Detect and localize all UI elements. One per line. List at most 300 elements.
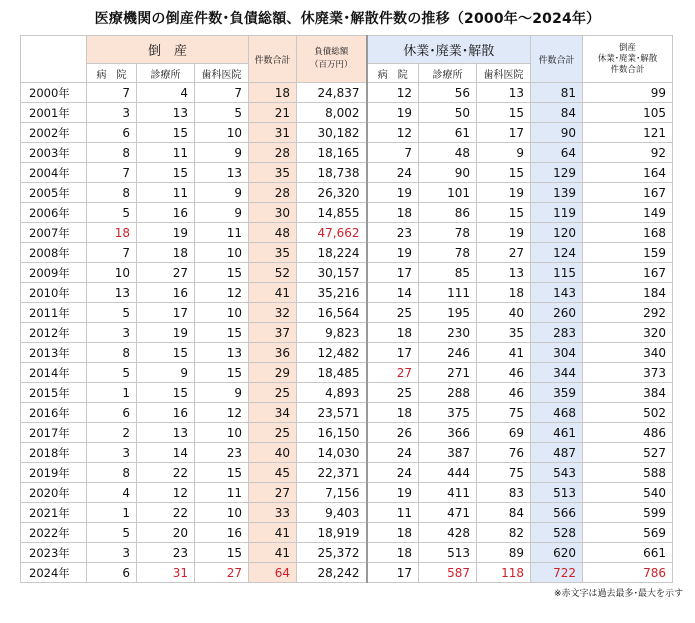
- bk-dental-cell: 15: [195, 263, 249, 283]
- cl-hospital-cell: 23: [367, 223, 419, 243]
- cl-hospital-cell: 17: [367, 563, 419, 583]
- bk-clinic-cell: 15: [137, 123, 195, 143]
- table-row: [21, 383, 673, 403]
- bk-dental-cell: 10: [195, 423, 249, 443]
- bk-hospital-cell: 5: [87, 303, 137, 323]
- cl-hospital-cell: 18: [367, 403, 419, 423]
- cl-clinic-cell: 78: [419, 243, 477, 263]
- bk-debt-cell: 22,371: [297, 463, 367, 483]
- bk-clinic-cell: 11: [137, 183, 195, 203]
- bk-hospital-cell: 7: [87, 243, 137, 263]
- cl-total-cell: 344: [531, 363, 583, 383]
- bk-hospital-cell: 13: [87, 283, 137, 303]
- bk-clinic-cell: 16: [137, 283, 195, 303]
- page-title: 医療機関の倒産件数･負債総額、休廃業･解散件数の推移（2000年～2024年）: [94, 11, 601, 27]
- cl-dental-cell: 46: [477, 363, 531, 383]
- cl-clinic-cell: 271: [419, 363, 477, 383]
- cl-clinic-cell: 375: [419, 403, 477, 423]
- bk-total-cell: 34: [249, 403, 297, 423]
- bk-clinic-cell: 23: [137, 543, 195, 563]
- cl-dental-cell: 40: [477, 303, 531, 323]
- bk-debt-cell: 18,165: [297, 143, 367, 163]
- year-cell: 2007年: [21, 223, 87, 243]
- year-cell: 2022年: [21, 523, 87, 543]
- combined-cell: 292: [583, 303, 673, 323]
- cl-clinic-cell: 101: [419, 183, 477, 203]
- debt-header-line2: （百万円）: [309, 60, 353, 70]
- bk-debt-cell: 16,150: [297, 423, 367, 443]
- bk-total-cell: 48: [249, 223, 297, 243]
- bk-dental-cell: 15: [195, 543, 249, 563]
- combined-cell: 540: [583, 483, 673, 503]
- bk-dental-cell: 5: [195, 103, 249, 123]
- combined-cell: 340: [583, 343, 673, 363]
- cl-clinic-cell: 387: [419, 443, 477, 463]
- bk-hospital-cell: 8: [87, 183, 137, 203]
- cl-hospital-cell: 18: [367, 523, 419, 543]
- cl-clinic-cell: 513: [419, 543, 477, 563]
- bk-clinic-cell: 13: [137, 423, 195, 443]
- combined-cell: 121: [583, 123, 673, 143]
- bk-debt-cell: 4,893: [297, 383, 367, 403]
- cl-hospital-cell: 19: [367, 483, 419, 503]
- closure-clinic-header: 診療所: [419, 64, 477, 83]
- table-row: [21, 83, 673, 103]
- bk-hospital-cell: 3: [87, 323, 137, 343]
- bk-clinic-cell: 12: [137, 483, 195, 503]
- bk-clinic-cell: 4: [137, 83, 195, 103]
- bankruptcy-hospital-header: 病 院: [87, 64, 137, 83]
- bk-clinic-cell: 9: [137, 363, 195, 383]
- cl-total-cell: 120: [531, 223, 583, 243]
- year-cell: 2005年: [21, 183, 87, 203]
- cl-dental-cell: 19: [477, 183, 531, 203]
- bk-debt-cell: 18,485: [297, 363, 367, 383]
- bk-hospital-cell: 3: [87, 443, 137, 463]
- bk-total-cell: 41: [249, 543, 297, 563]
- bk-clinic-cell: 22: [137, 463, 195, 483]
- bankruptcy-clinic-header: 診療所: [137, 64, 195, 83]
- year-header: [21, 36, 87, 83]
- cl-hospital-cell: 26: [367, 423, 419, 443]
- year-cell: 2015年: [21, 383, 87, 403]
- table-row: [21, 463, 673, 483]
- year-cell: 2013年: [21, 343, 87, 363]
- bk-hospital-cell: 4: [87, 483, 137, 503]
- cl-dental-cell: 118: [477, 563, 531, 583]
- cl-total-cell: 566: [531, 503, 583, 523]
- bk-total-cell: 41: [249, 523, 297, 543]
- cl-total-cell: 143: [531, 283, 583, 303]
- cl-hospital-cell: 25: [367, 303, 419, 323]
- cl-hospital-cell: 17: [367, 343, 419, 363]
- bk-dental-cell: 27: [195, 563, 249, 583]
- bk-debt-cell: 14,855: [297, 203, 367, 223]
- cl-total-cell: 283: [531, 323, 583, 343]
- cl-total-cell: 139: [531, 183, 583, 203]
- bk-dental-cell: 10: [195, 123, 249, 143]
- bankruptcy-total-header: 件数合計: [249, 36, 297, 83]
- closure-group-header: 休業･廃業･解散: [367, 36, 531, 64]
- cl-total-cell: 84: [531, 103, 583, 123]
- year-cell: 2001年: [21, 103, 87, 123]
- table-row: [21, 303, 673, 323]
- cl-hospital-cell: 19: [367, 183, 419, 203]
- bk-total-cell: 32: [249, 303, 297, 323]
- bk-dental-cell: 11: [195, 483, 249, 503]
- combined-cell: 502: [583, 403, 673, 423]
- bk-total-cell: 28: [249, 143, 297, 163]
- bk-hospital-cell: 6: [87, 403, 137, 423]
- combined-total-header: [583, 36, 673, 83]
- combined-cell: 569: [583, 523, 673, 543]
- bk-clinic-cell: 20: [137, 523, 195, 543]
- cl-dental-cell: 13: [477, 263, 531, 283]
- table-row: [21, 163, 673, 183]
- bk-clinic-cell: 14: [137, 443, 195, 463]
- cl-clinic-cell: 195: [419, 303, 477, 323]
- year-cell: 2000年: [21, 83, 87, 103]
- cl-total-cell: 90: [531, 123, 583, 143]
- bk-hospital-cell: 6: [87, 563, 137, 583]
- bk-hospital-cell: 1: [87, 383, 137, 403]
- cl-dental-cell: 19: [477, 223, 531, 243]
- cl-total-cell: 620: [531, 543, 583, 563]
- combined-cell: 373: [583, 363, 673, 383]
- bk-hospital-cell: 5: [87, 523, 137, 543]
- bk-debt-cell: 28,242: [297, 563, 367, 583]
- cl-total-cell: 543: [531, 463, 583, 483]
- bk-hospital-cell: 8: [87, 463, 137, 483]
- bk-dental-cell: 23: [195, 443, 249, 463]
- bk-dental-cell: 9: [195, 383, 249, 403]
- year-cell: 2006年: [21, 203, 87, 223]
- bk-clinic-cell: 19: [137, 223, 195, 243]
- combined-cell: 164: [583, 163, 673, 183]
- cl-hospital-cell: 14: [367, 283, 419, 303]
- table-row: [21, 423, 673, 443]
- footnote: ※赤文字は過去最多･最大を示す: [553, 589, 683, 599]
- cl-hospital-cell: 11: [367, 503, 419, 523]
- combined-cell: 486: [583, 423, 673, 443]
- bk-dental-cell: 9: [195, 143, 249, 163]
- bk-dental-cell: 16: [195, 523, 249, 543]
- closure-dental-header: 歯科医院: [477, 64, 531, 83]
- bk-clinic-cell: 18: [137, 243, 195, 263]
- bk-total-cell: 35: [249, 243, 297, 263]
- cl-total-cell: 513: [531, 483, 583, 503]
- cl-clinic-cell: 86: [419, 203, 477, 223]
- cl-hospital-cell: 12: [367, 123, 419, 143]
- year-cell: 2023年: [21, 543, 87, 563]
- bankruptcy-group-header: 倒 産: [87, 36, 249, 64]
- cl-clinic-cell: 56: [419, 83, 477, 103]
- bk-debt-cell: 35,216: [297, 283, 367, 303]
- combined-cell: 599: [583, 503, 673, 523]
- cl-total-cell: 487: [531, 443, 583, 463]
- bk-dental-cell: 7: [195, 83, 249, 103]
- bk-hospital-cell: 3: [87, 103, 137, 123]
- bk-debt-cell: 18,919: [297, 523, 367, 543]
- year-cell: 2009年: [21, 263, 87, 283]
- bk-clinic-cell: 16: [137, 203, 195, 223]
- combined-header-line2: 休業･廃業･解散: [597, 53, 658, 64]
- cl-dental-cell: 15: [477, 203, 531, 223]
- table-row: [21, 223, 673, 243]
- combined-cell: 92: [583, 143, 673, 163]
- cl-total-cell: 461: [531, 423, 583, 443]
- bk-debt-cell: 23,571: [297, 403, 367, 423]
- bk-clinic-cell: 17: [137, 303, 195, 323]
- cl-clinic-cell: 78: [419, 223, 477, 243]
- bk-debt-cell: 26,320: [297, 183, 367, 203]
- bk-dental-cell: 9: [195, 203, 249, 223]
- bk-debt-cell: 18,224: [297, 243, 367, 263]
- bk-total-cell: 27: [249, 483, 297, 503]
- combined-header-line1: 倒産: [618, 42, 636, 53]
- cl-clinic-cell: 471: [419, 503, 477, 523]
- table-body: [21, 83, 673, 583]
- cl-clinic-cell: 50: [419, 103, 477, 123]
- cl-dental-cell: 13: [477, 83, 531, 103]
- bk-total-cell: 33: [249, 503, 297, 523]
- cl-clinic-cell: 61: [419, 123, 477, 143]
- cl-clinic-cell: 246: [419, 343, 477, 363]
- bk-debt-cell: 12,482: [297, 343, 367, 363]
- bk-dental-cell: 15: [195, 363, 249, 383]
- table-row: [21, 183, 673, 203]
- cl-dental-cell: 76: [477, 443, 531, 463]
- bk-dental-cell: 10: [195, 243, 249, 263]
- bk-dental-cell: 11: [195, 223, 249, 243]
- bk-dental-cell: 10: [195, 503, 249, 523]
- cl-dental-cell: 89: [477, 543, 531, 563]
- table-row: [21, 563, 673, 583]
- year-cell: 2004年: [21, 163, 87, 183]
- bk-total-cell: 45: [249, 463, 297, 483]
- combined-cell: 167: [583, 183, 673, 203]
- cl-clinic-cell: 48: [419, 143, 477, 163]
- combined-cell: 384: [583, 383, 673, 403]
- bk-hospital-cell: 6: [87, 123, 137, 143]
- cl-total-cell: 468: [531, 403, 583, 423]
- closure-total-header: 件数合計: [531, 36, 583, 83]
- bk-total-cell: 21: [249, 103, 297, 123]
- bk-clinic-cell: 19: [137, 323, 195, 343]
- combined-cell: 786: [583, 563, 673, 583]
- bk-debt-cell: 30,157: [297, 263, 367, 283]
- combined-cell: 184: [583, 283, 673, 303]
- year-cell: 2011年: [21, 303, 87, 323]
- bk-dental-cell: 13: [195, 343, 249, 363]
- table-row: [21, 443, 673, 463]
- table-row: [21, 263, 673, 283]
- cl-dental-cell: 75: [477, 403, 531, 423]
- bk-debt-cell: 16,564: [297, 303, 367, 323]
- bk-debt-cell: 7,156: [297, 483, 367, 503]
- medical-institution-table: [20, 35, 673, 583]
- bk-total-cell: 25: [249, 423, 297, 443]
- cl-hospital-cell: 12: [367, 83, 419, 103]
- bk-debt-cell: 18,738: [297, 163, 367, 183]
- table-row: [21, 343, 673, 363]
- bk-total-cell: 36: [249, 343, 297, 363]
- bk-debt-cell: 25,372: [297, 543, 367, 563]
- table-row: [21, 103, 673, 123]
- cl-dental-cell: 41: [477, 343, 531, 363]
- table-row: [21, 123, 673, 143]
- bk-debt-cell: 9,823: [297, 323, 367, 343]
- cl-dental-cell: 17: [477, 123, 531, 143]
- cl-total-cell: 129: [531, 163, 583, 183]
- cl-clinic-cell: 90: [419, 163, 477, 183]
- bk-clinic-cell: 11: [137, 143, 195, 163]
- year-cell: 2010年: [21, 283, 87, 303]
- debt-header: [297, 36, 367, 83]
- combined-cell: 168: [583, 223, 673, 243]
- cl-hospital-cell: 25: [367, 383, 419, 403]
- bk-hospital-cell: 5: [87, 203, 137, 223]
- combined-cell: 159: [583, 243, 673, 263]
- table-row: [21, 523, 673, 543]
- cl-dental-cell: 84: [477, 503, 531, 523]
- year-cell: 2018年: [21, 443, 87, 463]
- bk-hospital-cell: 7: [87, 83, 137, 103]
- bk-debt-cell: 9,403: [297, 503, 367, 523]
- debt-header-line1: 負債総額: [314, 47, 349, 57]
- bk-dental-cell: 12: [195, 283, 249, 303]
- cl-total-cell: 260: [531, 303, 583, 323]
- bk-dental-cell: 13: [195, 163, 249, 183]
- cl-clinic-cell: 587: [419, 563, 477, 583]
- bk-hospital-cell: 3: [87, 543, 137, 563]
- cl-total-cell: 64: [531, 143, 583, 163]
- year-cell: 2003年: [21, 143, 87, 163]
- cl-total-cell: 722: [531, 563, 583, 583]
- table-row: [21, 243, 673, 263]
- year-cell: 2019年: [21, 463, 87, 483]
- bk-hospital-cell: 8: [87, 143, 137, 163]
- bk-total-cell: 28: [249, 183, 297, 203]
- combined-cell: 167: [583, 263, 673, 283]
- bk-clinic-cell: 22: [137, 503, 195, 523]
- cl-hospital-cell: 19: [367, 103, 419, 123]
- bk-dental-cell: 15: [195, 323, 249, 343]
- cl-hospital-cell: 24: [367, 443, 419, 463]
- cl-hospital-cell: 27: [367, 363, 419, 383]
- table-row: [21, 323, 673, 343]
- combined-cell: 105: [583, 103, 673, 123]
- cl-clinic-cell: 288: [419, 383, 477, 403]
- bk-debt-cell: 14,030: [297, 443, 367, 463]
- cl-hospital-cell: 17: [367, 263, 419, 283]
- bk-total-cell: 41: [249, 283, 297, 303]
- bk-total-cell: 52: [249, 263, 297, 283]
- bk-dental-cell: 9: [195, 183, 249, 203]
- bk-dental-cell: 10: [195, 303, 249, 323]
- cl-hospital-cell: 24: [367, 463, 419, 483]
- bankruptcy-dental-header: 歯科医院: [195, 64, 249, 83]
- bk-total-cell: 30: [249, 203, 297, 223]
- cl-hospital-cell: 18: [367, 323, 419, 343]
- combined-header-line3: 件数合計: [610, 64, 645, 75]
- combined-cell: 588: [583, 463, 673, 483]
- combined-cell: 527: [583, 443, 673, 463]
- cl-dental-cell: 35: [477, 323, 531, 343]
- cl-total-cell: 528: [531, 523, 583, 543]
- year-cell: 2016年: [21, 403, 87, 423]
- cl-dental-cell: 15: [477, 103, 531, 123]
- table-row: [21, 143, 673, 163]
- bk-clinic-cell: 15: [137, 343, 195, 363]
- bk-hospital-cell: 2: [87, 423, 137, 443]
- bk-clinic-cell: 13: [137, 103, 195, 123]
- cl-clinic-cell: 428: [419, 523, 477, 543]
- bk-total-cell: 25: [249, 383, 297, 403]
- bk-debt-cell: 30,182: [297, 123, 367, 143]
- year-cell: 2017年: [21, 423, 87, 443]
- table-row: [21, 203, 673, 223]
- bk-total-cell: 35: [249, 163, 297, 183]
- bk-clinic-cell: 31: [137, 563, 195, 583]
- bk-debt-cell: 8,002: [297, 103, 367, 123]
- cl-dental-cell: 15: [477, 163, 531, 183]
- combined-cell: 320: [583, 323, 673, 343]
- cl-dental-cell: 69: [477, 423, 531, 443]
- cl-hospital-cell: 18: [367, 203, 419, 223]
- bk-clinic-cell: 15: [137, 163, 195, 183]
- year-cell: 2020年: [21, 483, 87, 503]
- year-cell: 2014年: [21, 363, 87, 383]
- cl-hospital-cell: 7: [367, 143, 419, 163]
- cl-clinic-cell: 111: [419, 283, 477, 303]
- bk-total-cell: 18: [249, 83, 297, 103]
- bk-hospital-cell: 10: [87, 263, 137, 283]
- bk-clinic-cell: 16: [137, 403, 195, 423]
- bk-dental-cell: 15: [195, 463, 249, 483]
- year-cell: 2021年: [21, 503, 87, 523]
- cl-dental-cell: 75: [477, 463, 531, 483]
- cl-total-cell: 119: [531, 203, 583, 223]
- cl-total-cell: 115: [531, 263, 583, 283]
- cl-dental-cell: 9: [477, 143, 531, 163]
- bk-hospital-cell: 18: [87, 223, 137, 243]
- bk-hospital-cell: 7: [87, 163, 137, 183]
- cl-total-cell: 304: [531, 343, 583, 363]
- bk-hospital-cell: 5: [87, 363, 137, 383]
- cl-dental-cell: 83: [477, 483, 531, 503]
- bk-total-cell: 29: [249, 363, 297, 383]
- table-row: [21, 483, 673, 503]
- cl-dental-cell: 82: [477, 523, 531, 543]
- cl-clinic-cell: 85: [419, 263, 477, 283]
- closure-hospital-header: 病 院: [367, 64, 419, 83]
- bk-debt-cell: 47,662: [297, 223, 367, 243]
- cl-dental-cell: 27: [477, 243, 531, 263]
- bk-total-cell: 37: [249, 323, 297, 343]
- year-cell: 2008年: [21, 243, 87, 263]
- cl-clinic-cell: 444: [419, 463, 477, 483]
- year-cell: 2002年: [21, 123, 87, 143]
- bk-hospital-cell: 1: [87, 503, 137, 523]
- cl-total-cell: 81: [531, 83, 583, 103]
- cl-clinic-cell: 366: [419, 423, 477, 443]
- cl-hospital-cell: 19: [367, 243, 419, 263]
- cl-dental-cell: 46: [477, 383, 531, 403]
- bk-debt-cell: 24,837: [297, 83, 367, 103]
- bk-clinic-cell: 15: [137, 383, 195, 403]
- table-row: [21, 543, 673, 563]
